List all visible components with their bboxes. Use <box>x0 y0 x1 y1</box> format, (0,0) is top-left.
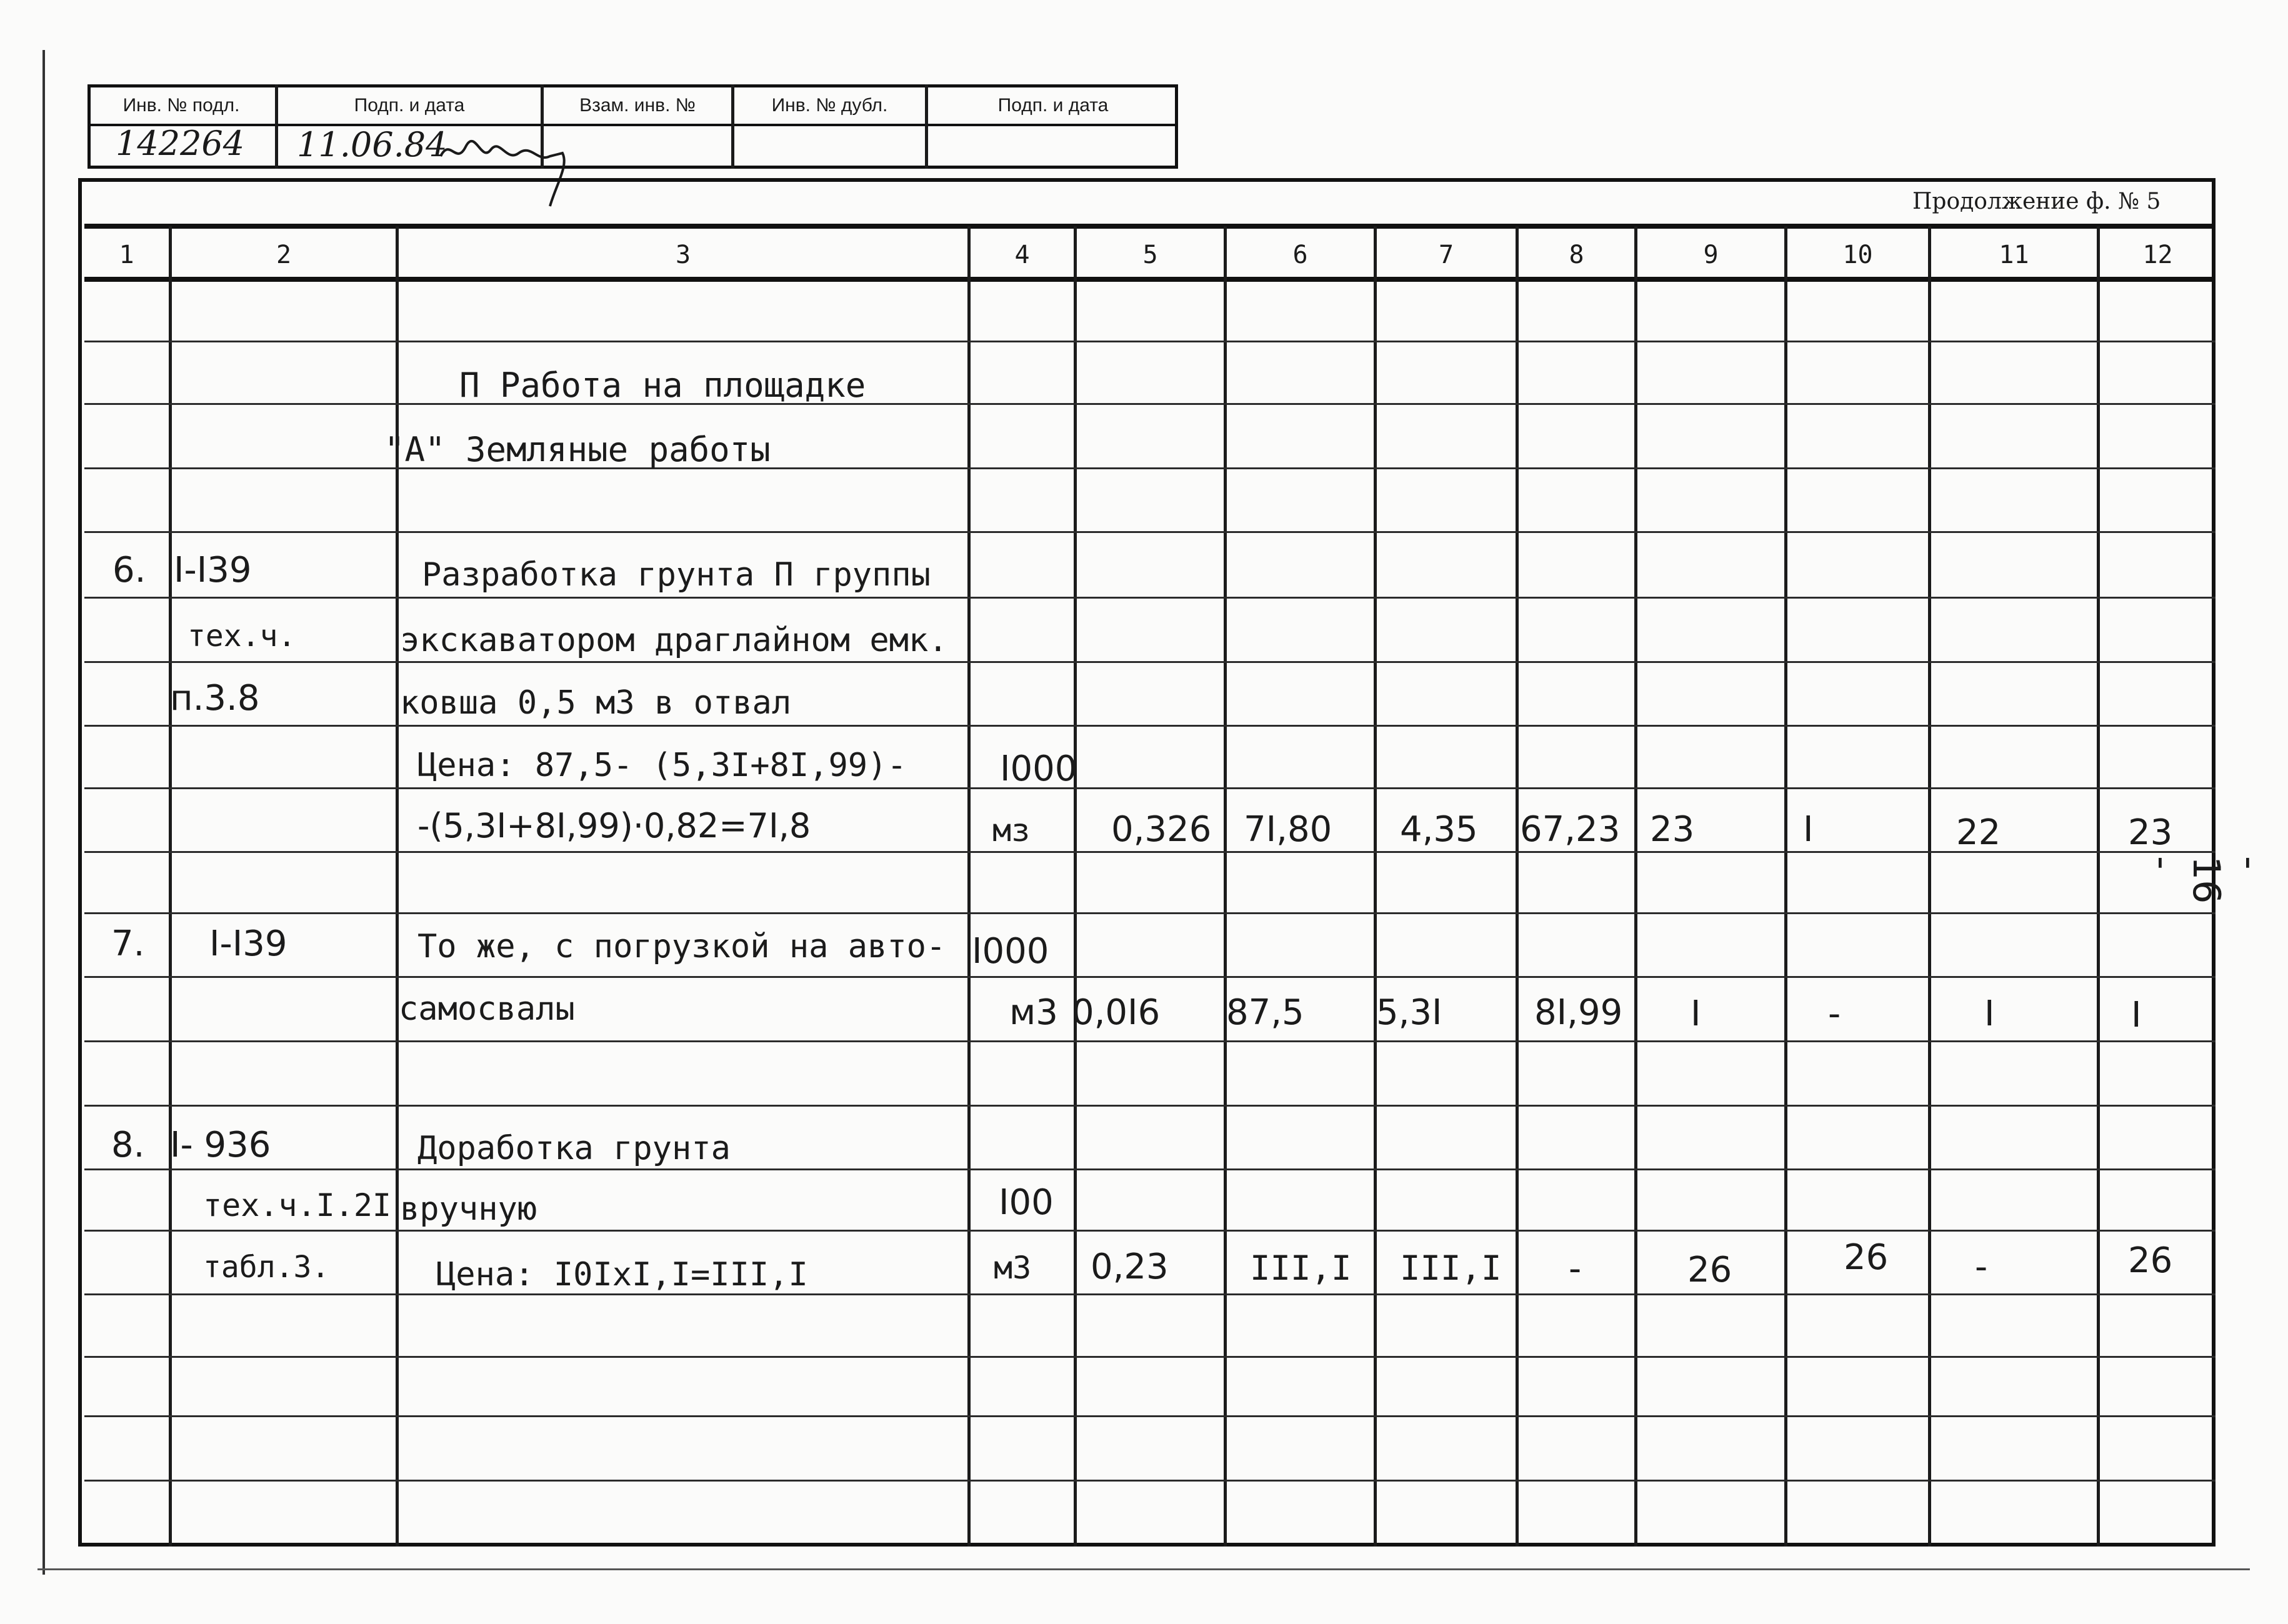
item-8-c6: III,I <box>1250 1248 1352 1288</box>
col-header-1: 1 <box>119 241 134 269</box>
item-6-c5: 0,326 <box>1111 809 1212 850</box>
item-6-desc-2: экскаватором драглайном емк. <box>400 622 948 659</box>
left-margin-line <box>42 50 45 1575</box>
item-7-unit-top: I000 <box>972 931 1049 972</box>
item-8-code-1: I- 936 <box>170 1125 271 1165</box>
item-6-c6: 7I,80 <box>1244 809 1332 850</box>
item-7-c11: I <box>1984 994 1995 1034</box>
item-8-c7: III,I <box>1400 1248 1502 1288</box>
page-number-mark: - 16 - <box>2141 856 2272 904</box>
item-6-c11: 22 <box>1956 812 2001 853</box>
col-header-8: 8 <box>1569 241 1584 269</box>
item-8-code-2: тех.ч.I.2I <box>203 1187 392 1223</box>
item-8-unit-top: I00 <box>999 1182 1054 1223</box>
item-6-c8: 67,23 <box>1520 809 1621 850</box>
item-8-c12: 26 <box>2128 1240 2173 1281</box>
bottom-margin-line <box>37 1568 2250 1570</box>
col-header-12: 12 <box>2142 241 2173 269</box>
stamp-header-sign-date: Подп. и дата <box>354 95 465 116</box>
col-header-9: 9 <box>1703 241 1719 269</box>
item-7-unit: м3 <box>1009 992 1058 1033</box>
item-7-desc-2: самосвалы <box>399 990 575 1028</box>
item-7-c6: 87,5 <box>1226 992 1304 1033</box>
item-7-c5: 0,0I6 <box>1072 992 1161 1033</box>
item-6-price-2: -(5,3I+8I,99)·0,82=7I,8 <box>417 806 811 845</box>
stamp-header-inv: Инв. № подл. <box>122 95 240 116</box>
item-7-desc-1: То же, с погрузкой на авто- <box>417 928 946 965</box>
item-8-c10: 26 <box>1844 1237 1889 1278</box>
item-6-num: 6. <box>112 550 146 590</box>
col-header-3: 3 <box>675 241 691 269</box>
item-6-code-2: тех.ч. <box>187 619 296 654</box>
item-6-desc-3: ковша 0,5 м3 в отвал <box>400 684 792 722</box>
stamp-header-replace-inv: Взам. инв. № <box>579 95 696 116</box>
item-8-c8: - <box>1569 1248 1582 1289</box>
col-header-5: 5 <box>1142 241 1158 269</box>
item-8-code-3: табл.3. <box>203 1250 330 1285</box>
section-subtitle: "А" Земляные работы <box>384 430 771 469</box>
item-8-unit: м3 <box>994 1250 1032 1286</box>
stamp-sign-value: 11.06.84 <box>297 125 447 164</box>
item-6-code-3: п.3.8 <box>170 678 260 719</box>
item-6-c9: 23 <box>1650 809 1695 850</box>
item-6-unit-top: I000 <box>1000 749 1077 789</box>
col-header-4: 4 <box>1014 241 1030 269</box>
item-6-price-1: Цена: 87,5- (5,3I+8I,99)- <box>417 747 907 784</box>
item-6-c10: I <box>1803 809 1814 850</box>
item-8-c5: 0,23 <box>1091 1247 1169 1287</box>
col-header-7: 7 <box>1438 241 1454 269</box>
stamp-header-sign-date-2: Подп. и дата <box>997 95 1109 116</box>
item-8-price-1: Цена: I0IxI,I=III,I <box>436 1256 808 1293</box>
stamp-header-dup-inv: Инв. № дубл. <box>771 95 888 116</box>
item-6-c12: 23 <box>2128 812 2173 853</box>
item-8-c9: 26 <box>1687 1250 1732 1290</box>
item-7-code-1: I-I39 <box>209 924 287 964</box>
item-6-desc-1: Разработка грунта П группы <box>422 556 931 594</box>
item-8-desc-1: Доработка грунта <box>417 1130 731 1167</box>
continuation-label: Продолжение ф. № 5 <box>1912 189 2161 214</box>
item-8-num: 8. <box>111 1125 145 1165</box>
item-8-desc-2: вручную <box>400 1190 537 1228</box>
col-header-6: 6 <box>1292 241 1308 269</box>
item-7-c8: 8I,99 <box>1534 992 1623 1033</box>
col-header-11: 11 <box>1999 241 2029 269</box>
item-7-c10: - <box>1828 994 1841 1034</box>
item-7-c12: I <box>2131 995 2142 1035</box>
item-7-c9: I <box>1691 994 1701 1034</box>
section-title: П Работа на площадке <box>459 366 866 405</box>
stamp-inv-value: 142264 <box>116 124 245 163</box>
col-header-2: 2 <box>276 241 292 269</box>
item-6-code-1: I-I39 <box>174 550 252 590</box>
item-6-unit: мз <box>992 812 1031 849</box>
item-6-c7: 4,35 <box>1400 809 1478 850</box>
item-7-c7: 5,3I <box>1376 992 1442 1033</box>
col-header-10: 10 <box>1842 241 1873 269</box>
item-7-num: 7. <box>111 924 145 964</box>
item-8-c11: - <box>1975 1247 1988 1287</box>
